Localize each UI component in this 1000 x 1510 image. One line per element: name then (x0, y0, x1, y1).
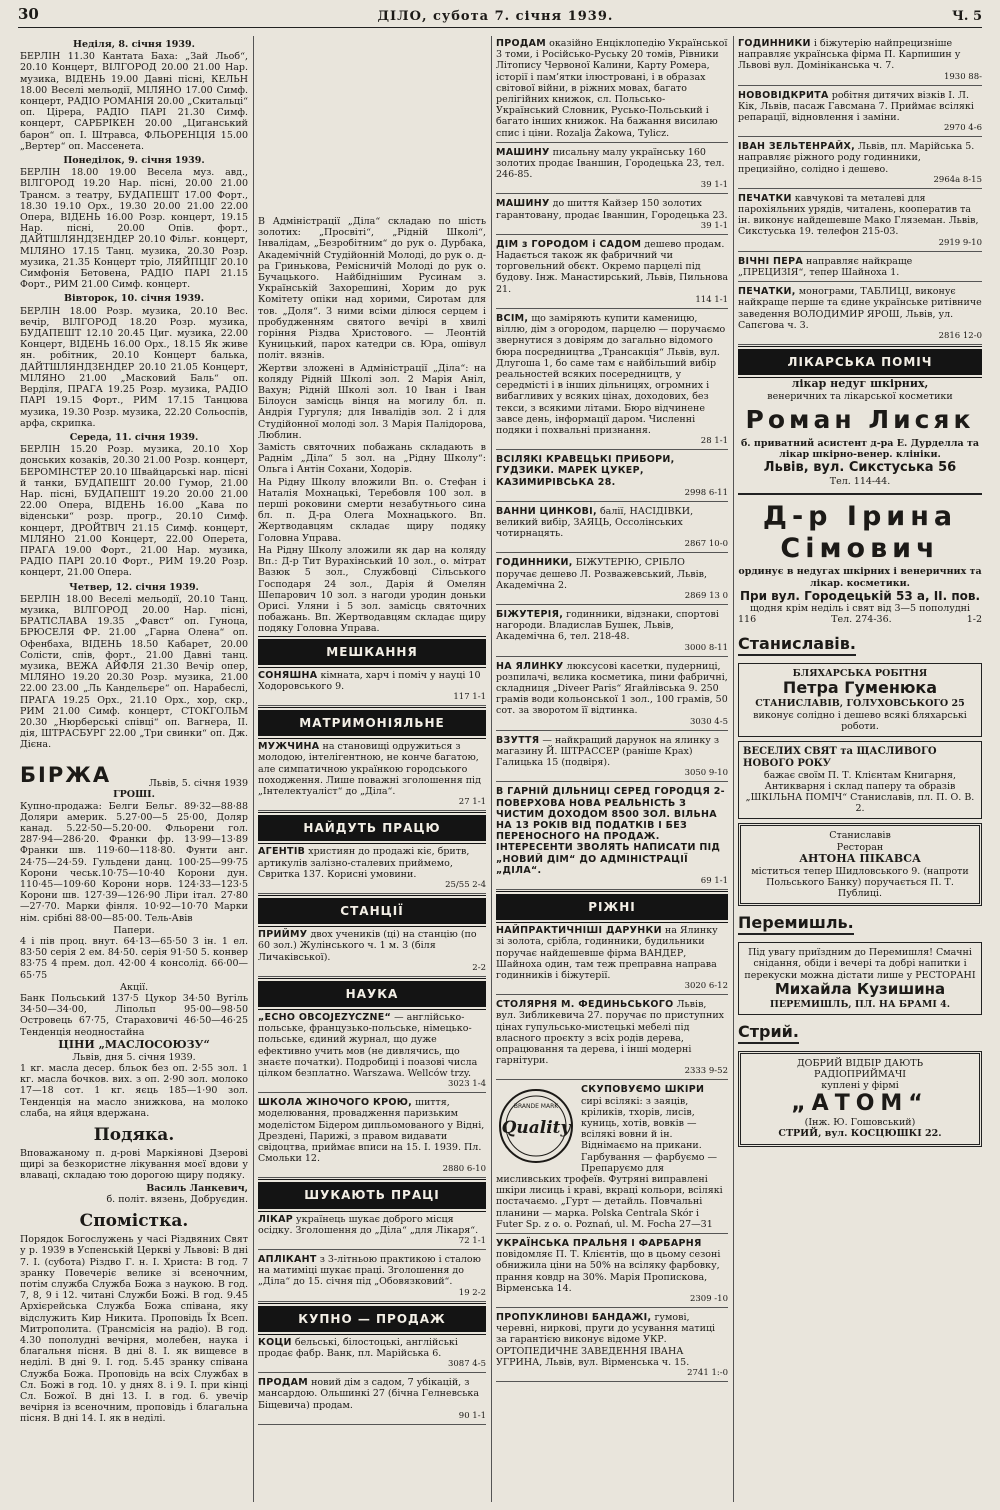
ad-text: що заміряють купити каменицю, віллю, дім з огородом, парцелю — поручаємо звернутися з довірям до загально відомого бюра посредництва „Трансакція“ Львів, вул. Длугоша 1, бо саме там є найбільший вибір реальностей всяких посередництв, у середмісті і в інших дільницях, огромних і вибагливих у всяких цінах, доходових, без текси, з всякими літами. Бюро відчинене завсе день, інформації даром. Численні подяки і похвальні признання. (496, 312, 726, 436)
shares-heading: Акції. (119, 981, 149, 993)
ad-keyword: ІВАН ЗЕЛЬТЕНРАЙХ, (738, 141, 855, 153)
ad-keyword: ВАННИ ЦИНКОВІ, (496, 505, 597, 517)
money-rates: Купно-продажа: Белги Бельг. 89·32—88·88 Доляри америк. 5.27·00—5 25·00, Доляр канад. 5.22·50—5.20·00. Фльорени гол. 287·94—286·20. Франки фр. 13·99—13·89 Франки шв. 119·60—118·80. Фунти анг. 24·75—24·59. Гульдени данц. 100·25—99·75 Корони чеськ.10·75—10·40 Корони дун. 110·45—109·60 Корони норв. 124·33—123·5 Корони шв. 127·39—126·90 Ліри італ. 27·80—27·70. Марки фінля. 10·92—10·70 Марки нім. срібні 88·00—85·00. Тель-Авів (20, 800, 248, 924)
ad-text: українець шукає доброго місця осідку. Зголошення до „Діла“ „для Лікаря“. (258, 1213, 479, 1236)
ad-number: 28 1-1 (700, 436, 728, 447)
ad-number: 2970 4-6 (943, 123, 982, 134)
section-hire: НАЙДУТЬ ПРАЦЮ (258, 815, 486, 841)
donation-school-1: На Рідну Школу вложили Вп. о. Стефан і Наталія Мохнацькі, Теребовля 100 зол. в перші роковини смерти незабутнього сина бл. п. Д-ра Олега Мохнацького. Вп. Жертводавцям складає щиру подяку Головна Управа. (258, 476, 486, 544)
classified-ad (496, 997, 728, 1080)
prices-text: 1 кг. масла десер. бльок без оп. 2·55 зол. 1 кг. масла бочков. вих. з оп. 2·90 зол. молоко 17—18 сот. 1 кг. яєць 185—1·90 зол. Тенденція на масло знижкова, на молоко слаба, на яйця вдержана. (20, 1063, 248, 1119)
ad-text: новий дім з садом, 7 убікацій, з мансардою. Ольшинкі 27 (бічна Гелневська Біщевича) продам. (258, 1377, 480, 1411)
ad-number: 90 1-1 (458, 1410, 486, 1421)
ad-keyword: НАЙПРАКТИЧНІШІ ДАРУНКИ (496, 925, 662, 937)
radio-day-text: БЕРЛІН 15.20 Розр. музика, 20.10 Хор донських козаків, 20.30 21.00 Розр. концерт, БЕРОМІНСТЕР 20.10 Швайцарські нар. пісні й танки, БУДАПЕШТ 20.00 Гумор, 21.00 Нар. пісні, БУДАПЕШТ 19.20 20.00 21.00 22.00 Опера, ВІДЕНЬ 16.00 „Кава по віденськи“ розр. прогр., 20.10 Симф. концерт, ДРОЙТВІЧ 21.15 Симф. концерт, МІЛЯНО 21.00 Концерт, 22.00 Оперета, ПРАГА 19.00 Форт., 21.00 Нар. музика, РАДІО ПАРІ 20.10 Форт., РИМ 19.20 Розр. концерт, 21.00 Опера. (20, 444, 248, 579)
ad-number: 2741 1:-0 (687, 1368, 728, 1379)
ad-text: Львів, пл. Марійська 5. направляє ріжного роду годинники, прецизійно, солідно і дешево. (738, 141, 975, 175)
section-misc: РІЖНІ (496, 894, 728, 920)
classified-ad (738, 254, 982, 282)
simovych-ad-number: 116 (738, 614, 757, 626)
ad-keyword: ВСІЛЯКІ КРАВЕЦЬКІ ПРИБОРИ, ГУДЗИКИ. МАРЕК ЦУКЕР, КАЗИМИРІВСЬКА 28. (496, 454, 675, 488)
classified-ad (738, 284, 982, 345)
simovych-ad (738, 493, 982, 626)
thanks-signature-note: б. політ. вязень, Добруєдин. (106, 1193, 248, 1205)
ad-number: 3023 1-4 (447, 1079, 486, 1090)
ad-keyword: ПЕЧАТКИ (738, 192, 792, 204)
ad-keyword: НА ЯЛИНКУ (496, 660, 564, 672)
ad-text: кавчукові та металеві для парохіяльних урядів, читалень, кооператив та ін. виконує найдешевше Мако Гляземан. Львів, Сикстуська 19. телефон 215-03. (738, 192, 979, 238)
quality-logo-icon (496, 1086, 576, 1166)
atom-name: „АТОМ“ (791, 1091, 929, 1117)
atom-line-4: (Інж. Ю. Гошовський) (804, 1117, 916, 1129)
classified-ad (258, 1010, 486, 1093)
atom-line-3: куплені у фірмі (821, 1080, 899, 1091)
page-header (18, 6, 982, 28)
section-housing: МЕШКАННЯ (258, 639, 486, 665)
classified-ad (496, 1236, 728, 1308)
classified-ad (258, 927, 486, 977)
kuzyshyn-text: Під увагу приїздним до Перемишля! Смачні снідання, обіди і вечері та добрі напитки і перекуски можна дістати лише у РЕСТОРАНІ (744, 947, 976, 981)
stryi-heading: Стрий. (738, 1023, 799, 1044)
donation-victims: Жертви зложені в Адміністрації „Діла“: на коляду Рідній Школі зол. 2 Марія Аніл, Вахун; Рідній Школі зол. 10 Іван і Іван Білоусн замісць вінця на могилу бл. п. Андрія Гургуля; для Інвалідів зол. 2 і для Студійонної молоді зол. 3 Марія Палідорова, Люблин. (258, 362, 486, 441)
restaurant-ad (738, 823, 982, 906)
column-2 (258, 36, 486, 1502)
section-seek-work: ШУКАЮТЬ ПРАЦІ (258, 1182, 486, 1208)
lisiak-phone: Тел. 114-44. (829, 475, 891, 487)
donation-instead: Замість святочних побажань складають в Раднім „Діла“ 5 зол. на „Рідну Школу“: Ольга і Антін Сохани, Ходорів. (258, 442, 486, 476)
ad-number: 69 1-1 (700, 875, 728, 886)
ad-text: дешево продам. Надається також як фабричний чи торговельний обєкт. Окремо парцелі під будову. Інж. Манастирський, Львів, Пильнова 21. (496, 238, 728, 295)
kuzyshyn-address: ПЕРЕМИШЛЬ, ПЛ. НА БРАМІ 4. (769, 998, 951, 1010)
ad-keyword: КОЦИ (258, 1336, 292, 1348)
ad-number: 2867 10-0 (684, 539, 728, 550)
ad-keyword: СОНЯШНА (258, 669, 318, 681)
ad-keyword: „ECHO OBCOJEZYCZNE“ (258, 1012, 392, 1023)
ad-text: — найкращий дарунок на ялинку з магазину Й. ШТРАССЕР (раніше Крах) Галицька 15 (подвіря). (496, 734, 720, 769)
peremyshl-heading: Перемишль. (738, 914, 854, 935)
tinsmith-number: 25 (951, 698, 965, 710)
ad-number: 117 1-1 (453, 692, 486, 703)
ad-keyword: ВЗУТТЯ (496, 734, 540, 746)
lisiak-sub2: венеричних та лікарської косметики (767, 391, 953, 403)
ad-text: люксусові касетки, пудерниці, розпилачі, вєлика косметика, пини фабричні, складниця „Diveer Paris“ Ягайлівська 9. 250 грамів води кольонської 1 зол., 100 грамів, 50 сот. за зворотом її відтинка. (496, 660, 728, 717)
ad-keyword: ПРОПУКЛИНОВІ БАНДАЖІ, (496, 1312, 652, 1324)
ad-number: 19 2-2 (458, 1287, 486, 1298)
exchange-heading: БІРЖА (20, 762, 112, 787)
ad-number: 3000 8-11 (684, 642, 728, 653)
radio-day-text: БЕРЛІН 18.00 19.00 Весела муз. авд., ВІЛГОРОД 19.20 Нар. пісні, 20.00 21.00 Трансм. з театру, БУДАПЕШТ 17.00 Форт., 18.30 19.10 Орх., 19.30 20.00 21.00 22.00 Опера, ВІДЕНЬ 16.00 Розр. концерт, 19.15 Нар. пісні, 20.00 Опів. форт., ДАЙТШЛЯНДЗЕНДЕР 20.10 Фільг. концерт, МІЛЯНО 17.15 Танц. музика, 20.30 Розр. музика, 21.35 Концерт тріо, ЛЯЙПЦІГ 20.10 Симфонія Бетовена, РАДІО ПАРІ 21.15 Форт., РИМ 21.00 Симф. концерт. (20, 167, 248, 291)
simovych-text: ординує в недугах шкірних і венеричних та лікар. косметики. (738, 566, 982, 589)
classified-ad (496, 733, 728, 783)
ad-text: монограми, ТАБЛИЦІ, виконує найкраще перше та єдине українське ритівниче заведення ВОЛОДИМИР ЯРОШ, Львів, ул. Сапєгова ч. 3. (738, 286, 982, 331)
ad-keyword: ПЕЧАТКИ, (738, 286, 796, 298)
stanislaviv-section (738, 631, 982, 906)
ad-keyword: ПРОДАМ (258, 1377, 309, 1389)
ad-text: направляє найкраще „ПРЕЦИЗІЯ“, тепер Шайноха 1. (738, 255, 913, 278)
church-notice (20, 1211, 248, 1425)
column-divider (733, 36, 734, 1502)
donation-school-2: На Рідну Школу зложили як дар на коляду Вп.: Д-р Тит Вурахінський 10 зол., о. мітрат Вазюк 5 зол., Службовці Сільського Господаря 24 зол., Дарія й Омелян Шепарович 10 зол. з нагоди уродин доньки Орисі. Уляни і 5 зол. замісць святочних побажань. Вп. Жертводавцям складає щиру подяку Головна Управа. (258, 544, 486, 635)
ad-number: 2309 -10 (689, 1294, 728, 1305)
column-divider (253, 36, 254, 1502)
ad-keyword: СТОЛЯРНЯ М. ФЕДИНЬСЬКОГО (496, 999, 674, 1011)
stanislaviv-heading: Станиславів. (738, 635, 856, 656)
lisiak-band: ЛІКАРСЬКА ПОМІЧ (738, 349, 982, 375)
kuzyshyn-ad (738, 942, 982, 1015)
thanks-notice (20, 1125, 248, 1205)
column-1 (20, 36, 248, 1502)
tinsmith-ad (738, 663, 982, 737)
ad-keyword: НОВОВІДКРИТА (738, 89, 829, 101)
classified-ad (496, 311, 728, 450)
ad-text: з 3-літньою практикою і сталою на матиміці шукає праці. Зголошення до „Діла“ до 15. січня під „Обовязковий“. (258, 1254, 481, 1288)
ad-keyword: ВІЧНІ ПЕРА (738, 255, 804, 267)
section-science: НАУКА (258, 981, 486, 1007)
ad-keyword: МУЖЧИНА (258, 741, 320, 753)
column-divider (491, 36, 492, 1502)
simovych-name: Д-р Ірина Сімович (762, 500, 958, 564)
restaurant-text: міститься тепер Шидловського 9. (напроти Польського Банку) поручається П. Т. Публиці. (751, 865, 969, 900)
thanks-heading: Подяка. (93, 1125, 175, 1146)
classified-ad (258, 1095, 486, 1178)
ad-text: до шиття Кайзер 150 золотих гарантовану, продає Іваншин, Городецька 23. (496, 198, 728, 221)
classified-ad (496, 36, 728, 143)
newspaper-title: ДІЛО, субота 7. січня 1939. (377, 8, 614, 24)
classified-ad (496, 237, 728, 309)
radio-day-text: БЕРЛІН 18.00 Розр. музика, 20.10 Вес. вечір, ВІЛГОРОД 18.20 Розр. музика, БУДАПЕШТ 12.10 20.45 Циг. музика, 22.00 Концерт, ВІДЕНЬ 16.00 Орх., 18.15 Як живе ян. робітник, 20.10 Концерт балька, ДАЙТШЛЯНДЗЕНДЕР 20.10 21.05 Концерт, МІЛЯНО 21.00 „Масковий Баль“ оп. Верділя, ПРАГА 19.25 Розр. музика, РАДІО ПАРІ 19.15 Форт., РИМ 17.15 Танцюва музика, 19.30 Розр. музика, 22.20 Сольоспів, арфа, скрипка. (20, 305, 248, 429)
ad-keyword: ДІМ з ГОРОДОМ і САДОМ (496, 238, 642, 250)
ad-number: 2-2 (472, 962, 486, 973)
restaurant-city: Станиславів (829, 830, 891, 842)
ad-number: 2998 6-11 (684, 487, 728, 498)
classified-ad (496, 1082, 728, 1234)
ad-number: 114 1-1 (695, 294, 728, 305)
holidays-ad (738, 741, 982, 819)
ad-text: робітня дитячих візків І. Л. Кік, Львів, пасаж Гавсмана 7. Приймає всілякі репарації, відновлення і заміни. (738, 89, 974, 124)
ad-keyword: ГОДИННИКИ, (496, 557, 573, 569)
classified-ad (738, 139, 982, 189)
classified-ad (496, 1310, 728, 1382)
tinsmith-name: Петра Гуменюка (782, 678, 938, 698)
ad-text: БІЖУТЕРІЮ, СРІБЛО поручає дешево Л. Розважевський, Львів, Академічна 2. (496, 557, 707, 591)
radio-day-text: БЕРЛІН 18.00 Веселі мельодії, 20.10 Танц. музика, ВІЛГОРОД 20.00 Нар. пісні, БРАТІСЛАВА 19.35 „Фавст“ оп. Гуноца, БРЮСЕЛЯ ФР. 21.00 „Гарна Олена“ оп. Офенбаха, ВІДЕНЬ 18.50 Кабарет, 20.00 Солісти, спів, форт., 21.00 Давні танц. музика, ВЕЖА АЙФЛЯ 21.30 Вечір опер, МІЛЯНО 19.20 20.30 Розр. музика, 21.00 22.00 23.00 „Ль Кандельєре“ оп. Нарабеслі, ПРАГА 19.25 Орх., 21.10 Орх., хор, скр., РИМ 21.00 Симф. концерт, СТОКГОЛЬМ 20.30 „Нюрберські співці“ оп. Вагнера, II. дія, ШТРАСБУРГ 22.00 „Три свинки“ оп. Дж. Дієна. (20, 593, 248, 751)
classified-ad (496, 784, 728, 890)
atom-ad (738, 1051, 982, 1147)
ad-keyword: УКРАЇНСЬКА ПРАЛЬНЯ І ФАРБАРНЯ (496, 1238, 702, 1250)
tinsmith-text: виконує солідно і дешево всякі бляхарські роботи. (753, 709, 967, 732)
ad-keyword: ШКОЛА ЖІНОЧОГО КРОЮ, (258, 1097, 413, 1109)
ad-number: 2816 12-0 (938, 330, 982, 341)
lisiak-bio: б. приватний асистент д-ра Е. Дурделла та лікар шкірно-венер. клініки. (740, 437, 980, 460)
atom-line-2: РАДІОПРИЙМАЧІ (813, 1068, 907, 1080)
column-4 (738, 36, 982, 1502)
restaurant-name: АНТОНА ПІКАВСА (799, 851, 921, 865)
classified-ad (738, 88, 982, 138)
column-3 (496, 36, 728, 1502)
church-notice-heading: Спомістка. (79, 1211, 189, 1232)
ad-number: 1930 88- (943, 71, 982, 82)
quality-logo-text: Quality (501, 1118, 571, 1139)
classified-ad (258, 668, 486, 706)
ad-text: Львів, вул. Зибликевича 27. поручає по приступних цінах гупульсько-мистецькі мебелі під власного проєкту з всіх родів дерева, опрацювання та дерева, і інші модерні гарнітури. (496, 999, 725, 1067)
classified-ad (258, 1375, 486, 1425)
ad-text: на Ялинку зі золота, срібла, годинники, будильники поручає найдешевше фірма ВАНДЕР, Шайноха один, там теж преправна направа годинників і біжутерії. (496, 925, 718, 981)
section-buy-sell: КУПНО — ПРОДАЖ (258, 1306, 486, 1332)
classified-ad (258, 844, 486, 894)
ad-number: 72 1-1 (458, 1236, 486, 1247)
section-matrimonial: МАТРИМОНІЯЛЬНЕ (258, 710, 486, 736)
atom-address: СТРИЙ, вул. КОСЦЮШКІ 22. (778, 1128, 942, 1140)
exchange-section (20, 757, 248, 1119)
classified-ad (496, 923, 728, 995)
ad-text: годинники, відзнаки, спортові нагороди. Владислав Бушек, Львів, Академічна 6, тел. 218-48. (496, 609, 719, 643)
church-notice-text: Порядок Богослужень у часі Різдвяних Свят у р. 1939 в Успенській Церкві у Львові: В дні 7. І. (субота) Різдво Г. н. І. Христа: В год. 7 зранку Повечеріє велике зі всеночним, потім служба Служба Божа з наукою. В год. 7, 8, 9 і 12. читані Служби Божі. В год. 9.45 Архієрейська Служба Божа співана, яку відслужить Кир Никита. Проповідь Їх Всеп. Митрополита. (Трансмісія на радіо). В год. 4.30 пополудні вечірня, молебен, наука і благальня пісня. В дні 8. І. як вищевсе в неділі. В дні 9. І. год. 5.45 зранку співана Служба Божа. Проповідь на всіх Службах в Сл. Божі в год. 10. у днях 8. і 9. І. при кінці Сл. Божої. В дні 13. І. в год. 6. увечір вечірня із всеночним, проповідь і благальна пісня. В дні 14. І. як в неділі. (20, 1234, 248, 1425)
ad-number: 3050 9-10 (684, 768, 728, 779)
classified-ad (258, 1212, 486, 1250)
issue-part: Ч. 5 (952, 8, 982, 24)
ad-keyword: АГЕНТІВ (258, 846, 306, 858)
ad-keyword: В ГАРНІЙ ДІЛЬНИЦІ СЕРЕД ГОРОДЦЯ 2-ПОВЕРХОВА НОВА РЕАЛЬНІСТЬ З ЧИСТИМ ДОХОДОМ 8500 ЗОЛ. ВІЛЬНА НА 13 РОКІВ ВІД ПОДАТКІВ І БЕЗ ПЕРЕНОСНОГО НА ПРОДАЖ. ІНТЕРЕСЕНТИ ЗВОЛЯТЬ НАПИСАТИ ПІД „НОВИЙ ДІМ“ ДО АДМІНІСТРАЦІЇ „ДІЛА“. (496, 786, 725, 876)
ad-number: 3030 4-5 (689, 716, 728, 727)
papers-heading: Папери. (113, 924, 155, 936)
ad-keyword: ПРОДАМ (496, 38, 547, 49)
ad-text: християн до продажі кіє, бритв, артикулів залізно-сталевих приймемо, Свритка 137. Корисні умовини. (258, 846, 470, 880)
ad-keyword: МАШИНУ (496, 146, 550, 158)
prices-heading: ЦІНИ „МАСЛОСОЮЗУ“ (58, 1037, 210, 1051)
papers-rates: 4 і пів проц. внут. 64·13—65·50 3 ін. 1 ел. 83·50 серія 2 ем. 84·50. серія 91·50 5. конвер 83·75 4 прем. дол. 42·00 4 консолід. 66·00—65·75 (20, 936, 248, 981)
classified-ad (496, 145, 728, 195)
ad-number: 3020 6-12 (684, 981, 728, 992)
ad-keyword: АПЛІКАНТ (258, 1254, 317, 1266)
lisiak-sub: лікар недуг шкірних, (791, 377, 929, 391)
ad-text: і біжутерію найпрецизніше направляє українська фірма П. Карпишин у Львові вул. Домініканська ч. 7. (738, 38, 961, 72)
radio-program (20, 39, 248, 751)
stryi-section (738, 1019, 982, 1147)
ad-keyword: БІЖУТЕРІЯ, (496, 609, 564, 621)
thanks-text: Вповажаному п. д-рові Маркіянові Дзерові щирі за безкористне лікування моєї вдови у влаваці, складаю тою дорогою щиру подяку. (20, 1148, 248, 1182)
classified-ad (496, 504, 728, 554)
peremyshl-section (738, 910, 982, 1014)
tinsmith-band: БЛЯХАРСЬКА РОБІТНЯ (792, 668, 928, 680)
classified-ad (496, 196, 728, 234)
ad-text: шиття, моделювання, провадження паризьким моделістом Бідером дипльомованого у Відні, Дрездені, Парижі, з правом видавати свідоцтва, приймає вписи на 15. I. 1939. Пл. Смольки 12. (258, 1097, 485, 1165)
ad-number: 2333 9-52 (684, 1066, 728, 1077)
ad-number: 3087 4-5 (447, 1359, 486, 1370)
ad-text: писальну малу українську 160 золотих продає Іваншин, Городецька 23, тел. 246-85. (496, 146, 725, 181)
ad-text: кімната, харч і поміч у науці 10 Ходоровського 9. (258, 669, 481, 692)
ad-number: 2880 6-10 (442, 1164, 486, 1175)
kuzyshyn-name: Михайла Кузишина (774, 979, 946, 998)
radio-day-heading: Середа, 11. січня 1939. (69, 431, 199, 443)
lisiak-name: Роман Лисяк (745, 405, 975, 435)
ad-keyword: СКУПОВУЄМО ШКІРИ (581, 1084, 705, 1096)
holidays-text: бажає своїм П. Т. Клієнтам Книгарня, Антикварня і склад паперу та образів „ШКІЛЬНА ПОМІЧ“ Станиславів, пл. П. О. В. 2. (745, 769, 975, 815)
ad-text: гумові, черевні, ниркові, пруги до усування матиці за гарантією виконує відоме УКР. ОРТОПЕДИЧНЕ ЗАВЕДЕННЯ ІВАНА УГРИНА, Львів, вул. Вірменська ч. 15. (496, 1312, 716, 1368)
ad-number: 27 1-1 (458, 797, 486, 808)
ad-text: бельські, білостоцькі, англійські продає фабр. Ванк, пл. Марійська 6. (258, 1336, 458, 1360)
ad-keyword: ГОДИННИКИ (738, 38, 811, 49)
simovych-hours: щодня крім неділь і свят від 3—5 пополудні (749, 602, 971, 614)
ad-number: 39 1-1 (700, 220, 728, 231)
classified-ad (496, 555, 728, 605)
radio-day-text: БЕРЛІН 11.30 Кантата Баха: „Зай Льоб“, 20.10 Концерт, ВІЛГОРОД 20.00 21.00 Нар. музика, ВІДЕНЬ 19.00 Давні пісні, КЕЛЬН 18.00 Веселі мельодії, МІЛЯНО 17.00 Симф. концерт, РАДІО РОМАНІЯ 20.00 „Скитальці“ оп. Цірера, РАДІО ПАРІ 21.30 Симф. концерт, САРБРІКЕН 20.00 „Циганський барон“ оп. І. Штравса, ФЛЬОРЕНЦІЯ 15.00 „Вертер“ оп. Массенета. (20, 51, 248, 152)
classified-ad (496, 452, 728, 502)
ad-number: 2919 9-10 (938, 237, 982, 248)
lisiak-ad (738, 349, 982, 487)
restaurant-label: Ресторан (836, 841, 884, 853)
ad-text: двох учеників (ці) на станцію (по 60 зол.) Жулінського ч. 1 м. 3 (біля Личаківської). (258, 929, 477, 963)
exchange-date: Львів, 5. січня 1939 (148, 778, 248, 790)
ad-text: сирі всілякі: з заяців, кріликів, тхорів, лисів, куниць, хотів, вовків — всілякі вовни й ін. Віднімаємо на прикани. Гарбування — фарбуємо — Препаруємо для мисливських трофеїв. Футряні виправлені шкіри лисиць і краві, вкраці кольори, всілякі постачаємо. „Гурт — детайль. Повчальні планини — марка. Polska Centrala Skór i Futer Sp. z o. o. Poznań, ul. M. Focha 27—31 (496, 1095, 723, 1230)
ad-keyword: ЛІКАР (258, 1213, 294, 1225)
holidays-title: ВЕСЕЛИХ СВЯТ та ЩАСЛИВОГО НОВОГО РОКУ (743, 745, 937, 769)
classified-ad (496, 607, 728, 657)
ad-keyword: МАШИНУ (496, 198, 550, 210)
ad-number: 25/55 2-4 (445, 880, 486, 891)
atom-line-1: ДОБРИЙ ВІДБІР ДАЮТЬ (796, 1057, 924, 1069)
classified-ad (258, 739, 486, 811)
radio-day-heading: Четвер, 12. січня 1939. (69, 581, 199, 593)
tinsmith-address: СТАНИСЛАВІВ, ГОЛУХОВСЬКОГО (755, 698, 949, 710)
radio-day-heading: Понеділок, 9. січня 1939. (63, 155, 205, 167)
classified-ad (738, 191, 982, 252)
donation-admin: В Адміністрації „Діла“ складаю по шість золотих: „Просвіті“, „Рідній Школі“, Інвалідам, „Безробітним“ до рук о. Дурбака, Академічній Студійонній Молоді, до рук о. д-ра Гринькова, Ремісничій Молоді до рук о. Бучацького. Найбіднішим Русинам з. Українській Захорешині, Хорим до рук Комітету опіки над хорими, Сиротам для тов. „Доля“. З ними всіми ділюся серцем і пробудженням святого вечірі в хвилі горіння Різдва Христового. — Леонтій Куницький, парох катедри св. Юра, ошівул політ. вязнів. (258, 216, 486, 362)
ad-text: на становищі одружиться з молодою, інтелігентною, не конче багатою, але симпатичною українкою городського походження. Лише поважні зголошення під „Інтелектуаліст“ до „Діла“. (258, 741, 481, 798)
simovych-phone: Тел. 274-36. (831, 614, 892, 626)
ad-text: балії, НАСІДІВКИ, великий вибір, ЗАЯЦЬ, Оссолінських чотирнацять. (496, 505, 694, 540)
radio-day-heading: Неділя, 8. січня 1939. (73, 39, 195, 50)
section-station: СТАНЦІЇ (258, 898, 486, 924)
page-number: 30 (18, 5, 39, 24)
ad-keyword: ВСІМ, (496, 312, 529, 324)
lisiak-address: Львів, вул. Сикстуська 56 (763, 460, 957, 476)
ad-keyword: ПРИЙМУ (258, 929, 308, 941)
thanks-signature: Василь Ланкевич, (146, 1182, 248, 1194)
shares-rates: Банк Польський 137·5 Цукор 34·50 Вугіль 34·50—34·00, Ліпольп 95·00—98·50 Островець 67·75, Стараховичі 46·50—46·25 Тенденція неодностайна (20, 993, 248, 1038)
simovych-ad-count: 1-2 (966, 614, 982, 626)
ad-text: — англійсько-польське, французько-польське, німецько-польське, єдиний журнал, що дуже ефективно учить мов (не дивлячись, що знаєте початки). Подробиці і поазові числа цілком безплатно. Warszawa. Wellców trzy. (258, 1012, 478, 1080)
ad-text: оказійно Енціклопедію Української 3 томи, і Російсько-Руську 20 томів, Рівники Літопису Червоної Калини, Карту Ромера, історії і пам’ятки ілюстровані, і в образах світової війни, в ріжних мовах, багато релігійних книжок, сл. Польсько-Український Словник, Русько-Польський і багато інших книжок. На бажання висилаю спис і ціни. Rozalja Żakowa, Tylicz. (496, 38, 728, 139)
classified-ad (258, 1335, 486, 1373)
prices-date: Львів, дня 5. січня 1939. (72, 1051, 196, 1063)
classified-ad (496, 659, 728, 731)
simovych-address: При вул. Городецькій 53 а, II. пов. (739, 588, 981, 603)
ad-number: 2964а 8-15 (933, 174, 982, 185)
classified-ad (258, 1252, 486, 1302)
ad-number: 2869 13 0 (684, 591, 728, 602)
ad-number: 39 1-1 (700, 180, 728, 191)
classified-ad (738, 36, 982, 86)
radio-day-heading: Вівторок, 10. січня 1939. (63, 293, 205, 305)
ad-text: повідомляє П. Т. Клієнтів, що в цьому сезоні обнижила ціни на 50% на всіляку фарбовку, прання ковдр на 30%. Марія Пропискова, Вірменська 14. (496, 1249, 721, 1294)
quality-logo-arc: BRANDE MARK (513, 1103, 559, 1111)
money-heading: ГРОШІ. (113, 789, 155, 801)
